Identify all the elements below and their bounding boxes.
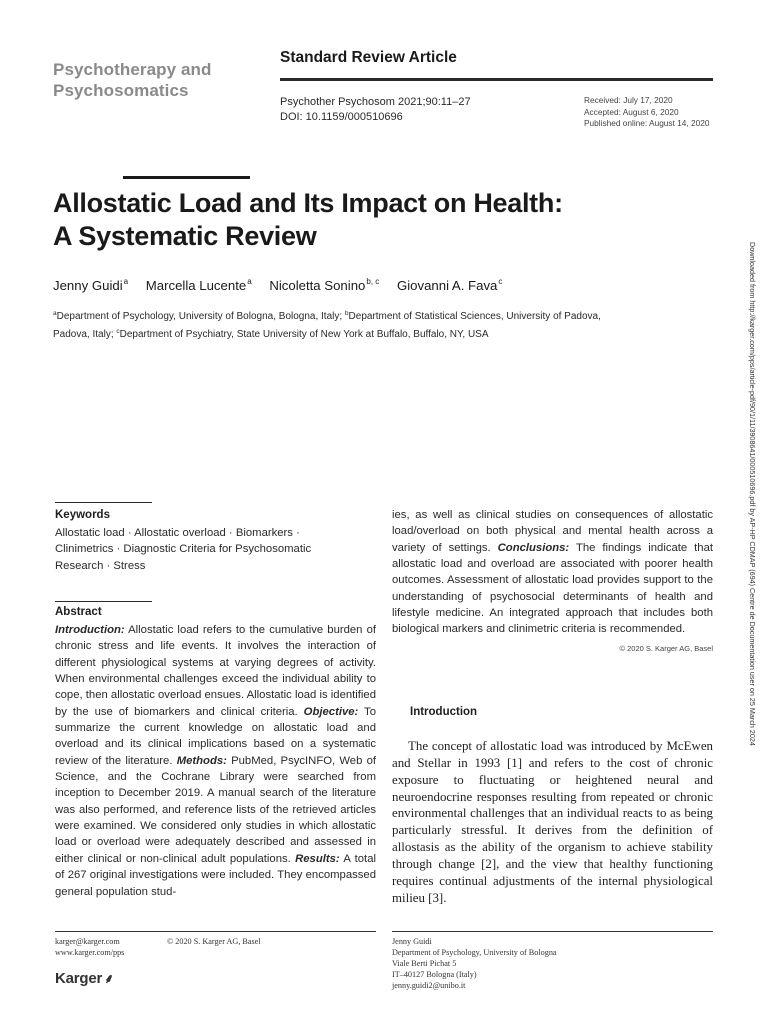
- footer-rule-right: [392, 931, 713, 932]
- keywords-list: Allostatic load · Allostatic overload · Biomarkers · Clinimetrics · Diagnostic Criteria for Psychosomatic Research · Stress: [55, 527, 312, 572]
- doi-link[interactable]: DOI: 10.1159/000510696: [280, 111, 403, 123]
- author[interactable]: Jenny Guidi$^a$: [53, 277, 129, 293]
- introduction-text: The concept of allostatic load was introduced by McEwen and Stellar in 1993 [1] and refers to the cost of chronic exposure to fluctuating or heightened neural and neuroendocrine responses resulting from repeated or chronic environmental challenges that an individual reacts to as being particularly stressful. It derives from the definition of allostasis as the ability of the organism to achieve stability through change [2], and the view that healthy functioning requires continual adjustments of the internal physiological milieu [3].: [392, 739, 713, 905]
- abstract-rule: [55, 601, 152, 602]
- abstract-heading: Abstract: [55, 606, 102, 618]
- keywords-rule: [55, 502, 152, 503]
- abstract-copyright: © 2020 S. Karger AG, Basel: [619, 643, 713, 653]
- author[interactable]: Marcella Lucente$^a$: [145, 277, 252, 293]
- author[interactable]: Giovanni A. Fava$^c$: [396, 277, 503, 293]
- citation-block: [280, 95, 471, 125]
- journal-name-line1: Psychotherapy and: [53, 60, 212, 79]
- footer-copyright: © 2020 S. Karger AG, Basel: [167, 937, 261, 946]
- header-rule: [280, 78, 713, 81]
- date-received: Received: July 17, 2020: [584, 95, 673, 105]
- karger-logo: Karger ⸙: [55, 970, 114, 987]
- correspondence-address: [392, 936, 557, 991]
- article-type: Standard Review Article: [280, 49, 457, 66]
- introduction-heading: Introduction: [410, 706, 478, 718]
- affiliation-b: Department of Statistical Sciences, University of Padova, Padova, Italy;: [53, 311, 601, 340]
- publisher-website[interactable]: www.karger.com/pps: [55, 948, 125, 957]
- footer-rule-left: [55, 931, 376, 932]
- corr-dept: Department of Psychology, University of Bologna: [392, 948, 557, 957]
- article-dates: [584, 95, 709, 130]
- citation: Psychother Psychosom 2021;90:11–27: [280, 96, 471, 108]
- corr-email[interactable]: jenny.guidi2@unibo.it: [392, 981, 466, 990]
- corr-city: IT–40127 Bologna (Italy): [392, 970, 477, 979]
- affiliation-a: Department of Psychology, University of Bologna, Bologna, Italy;: [56, 311, 345, 322]
- author-list: [53, 277, 516, 293]
- keywords-heading: Keywords: [55, 509, 110, 521]
- publisher-contact: [55, 936, 124, 958]
- affiliations: $^a$Department of Psychology, University of Bologna, Bologna, Italy; $^b$Department of Statistical Sciences, University of Padova, Padova, Italy; $^c$Department of Psychiatry, State University of New York at Buffalo, Buffalo, NY, USA: [53, 310, 601, 340]
- journal-name: [53, 59, 212, 101]
- date-accepted: Accepted: August 6, 2020: [584, 106, 679, 117]
- corr-street: Viale Berti Pichat 5: [392, 959, 457, 968]
- author[interactable]: Nicoletta Sonino$^{b, c}$: [269, 277, 380, 293]
- publisher-email[interactable]: karger@karger.com: [55, 937, 120, 946]
- title-line2: A Systematic Review: [53, 221, 317, 251]
- download-notice: Downloaded from http://karger.com/pps/article-pdf/90/1/11/3908641/000510696.pdf by AP-HP CDMAP (694) Centre de Documentation user on 25 March 2024: [748, 242, 757, 746]
- affiliation-c: Department of Psychiatry, State University of New York at Buffalo, Buffalo, NY, USA: [119, 329, 489, 340]
- article-title: [53, 187, 563, 253]
- title-rule: [123, 176, 250, 179]
- karger-logo-icon: ⸙: [104, 971, 114, 986]
- abstract-right-column: ies, as well as clinical studies on consequences of allostatic load/overload on both physical and mental health across a variety of settings. Conclusions: The findings indicate that allostatic load and overload are associated with poorer health outcomes. Assessment of allostatic load provides support to the understanding of psychosocial determinants of health and lifestyle medicine. An integrated approach that includes both biological markers and clinimetric criteria is recommended. © 2020 S. Karger AG, Basel: [392, 507, 713, 657]
- date-published: Published online: August 14, 2020: [584, 118, 710, 128]
- journal-name-line2: Psychosomatics: [53, 81, 189, 100]
- corr-name: Jenny Guidi: [392, 937, 432, 946]
- title-line1: Allostatic Load and Its Impact on Health:: [53, 188, 563, 218]
- abstract-left-column: Introduction: Allostatic load refers to the cumulative burden of chronic stress and life events. It involves the interaction of different physiological systems at varying degrees of activity. When environmental challenges exceed the individual ability to cope, then allostatic overload ensues. Allostatic load is identified by the use of biomarkers and clinical criteria. Objective: To summarize the current knowledge on allostatic load and overload and its clinical implications based on a systematic review of the literature. Methods: PubMed, PsycINFO, Web of Science, and the Cochrane Library were searched from inception to December 2019. A manual search of the literature was also performed, and reference lists of the retrieved articles were examined. We considered only studies in which allostatic load or overload were adequately described and assessed in either clinical or non-clinical adult populations. Results: A total of 267 original investigations were included. They encompassed general population stud-: [55, 624, 376, 898]
